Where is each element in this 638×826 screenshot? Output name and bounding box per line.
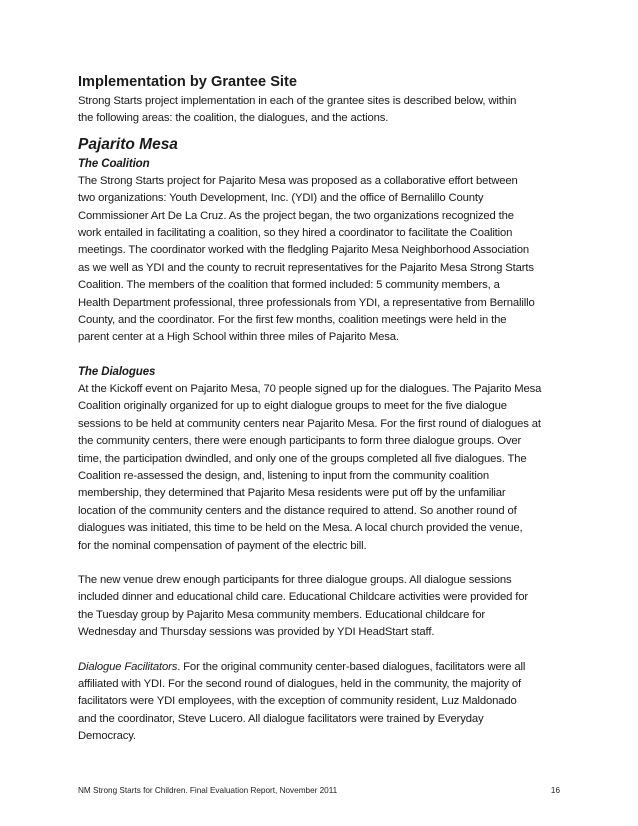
text-line: Wednesday and Thursday sessions was provided by YDI HeadStart staff.	[78, 626, 435, 639]
text-line: County, and the coordinator. For the first few months, coalition meetings were held in the	[78, 314, 507, 327]
text-line: for the nominal compensation of payment of the electric bill.	[78, 539, 367, 552]
text-line: parent center at a High School within three miles of Pajarito Mesa.	[78, 331, 399, 344]
text-line	[78, 659, 568, 676]
text-line: Strong Starts project implementation in each of the grantee sites is described below, within	[78, 95, 517, 107]
section-heading: Implementation by Grantee Site	[78, 74, 297, 90]
text-line: At the Kickoff event on Pajarito Mesa, 70 people signed up for the dialogues. The Pajarito Mesa	[78, 382, 542, 395]
facilitators-lead: Dialogue Facilitators	[78, 660, 178, 673]
text-line: meetings. The coordinator worked with the fledgling Pajarito Mesa Neighborhood Association	[78, 244, 529, 257]
coalition-paragraph	[78, 173, 568, 347]
footer-text: NM Strong Starts for Children. Final Evaluation Report, November 2011	[78, 786, 338, 795]
facilitators-paragraph	[78, 659, 568, 746]
text-line: and the coordinator, Steve Lucero. All dialogue facilitators were trained by Everyday	[78, 712, 484, 725]
coalition-heading: The Coalition	[78, 157, 150, 170]
page-content	[78, 74, 568, 746]
text-line: facilitators were YDI employees, with the exception of community resident, Luz Maldonado	[78, 695, 517, 708]
page-number: 16	[550, 786, 560, 795]
text-line: the Tuesday group by Pajarito Mesa community members. Educational childcare for	[78, 608, 485, 621]
text-line: location of the community centers and the distance required to attend. So another round of	[78, 504, 517, 517]
text-line: membership, they determined that Pajarito Mesa residents were put off by the unfamiliar	[78, 487, 506, 500]
spacer	[78, 555, 568, 572]
text-line: the community centers, there were enough participants to form three dialogue groups. Over	[78, 435, 522, 448]
spacer	[78, 642, 568, 659]
spacer	[78, 347, 568, 364]
page-footer	[78, 786, 568, 795]
text-line: The new venue drew enough participants for three dialogue groups. All dialogue sessions	[78, 573, 512, 586]
text-line: The Strong Starts project for Pajarito Mesa was proposed as a collaborative effort between	[78, 174, 518, 187]
text-line: Coalition. The members of the coalition that formed included: 5 community members, a	[78, 279, 500, 292]
site-title: Pajarito Mesa	[78, 135, 178, 153]
text-line: affiliated with YDI. For the second round of dialogues, held in the community, the majority of	[78, 677, 522, 690]
text-line: included dinner and educational child care. Educational Childcare activities were provided for	[78, 591, 528, 604]
text-line: sessions to be held at community centers near Pajarito Mesa. For the first round of dialogues at	[78, 417, 541, 430]
text-line: Commissioner Art De La Cruz. As the project began, the two organizations recognized the	[78, 209, 514, 222]
text-line: work entailed in facilitating a coalition, so they hired a coordinator to facilitate the Coalition	[78, 227, 513, 240]
text-line: two organizations: Youth Development, Inc. (YDI) and the office of Bernalillo County	[78, 192, 484, 205]
text-line: the following areas: the coalition, the dialogues, and the actions.	[78, 112, 389, 125]
dialogues-paragraph-2	[78, 572, 568, 642]
text-line: as we well as YDI and the county to recruit representatives for the Pajarito Mesa Strong Starts	[78, 261, 534, 274]
text-line: Democracy.	[78, 730, 136, 743]
dialogues-heading: The Dialogues	[78, 365, 156, 378]
text-line: Health Department professional, three professionals from YDI, a representative from Bernalillo	[78, 296, 535, 309]
facilitators-first-line: . For the original community center-based dialogues, facilitators were all	[177, 660, 526, 673]
text-line: time, the participation dwindled, and only one of the groups completed all five dialogues. The	[78, 452, 527, 465]
text-line: Coalition re-assessed the design, and, listening to input from the community coalition	[78, 469, 489, 482]
text-line: dialogues was initiated, this time to be held on the Mesa. A local church provided the venue,	[78, 522, 523, 535]
dialogues-paragraph-1	[78, 381, 568, 555]
text-line: Coalition originally organized for up to eight dialogue groups to meet for the five dialogue	[78, 400, 507, 413]
intro-paragraph	[78, 93, 568, 128]
